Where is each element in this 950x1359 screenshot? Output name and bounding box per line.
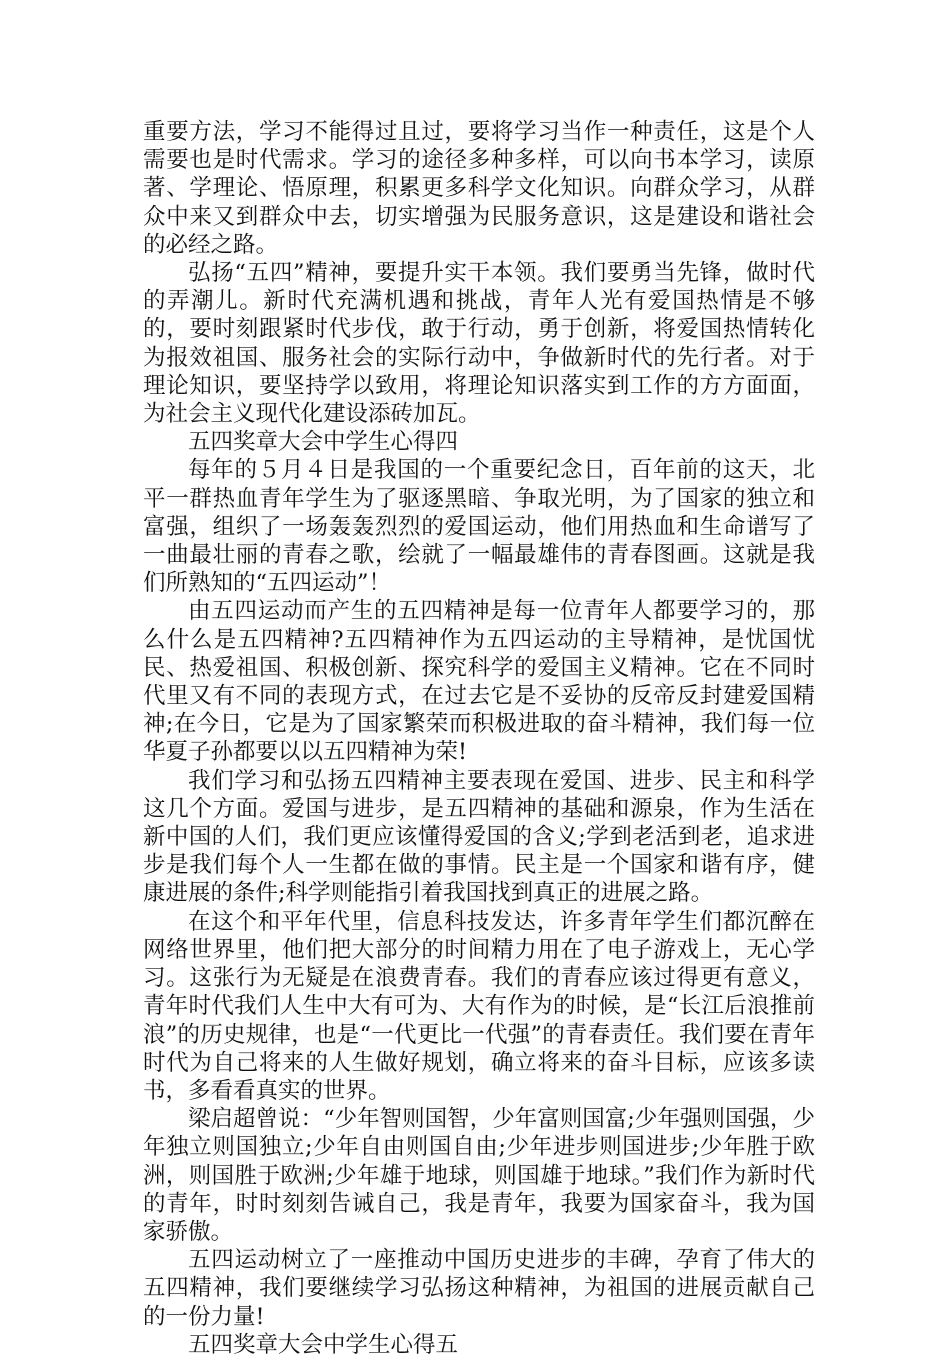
section-heading: 五四奖章大会中学生心得五	[188, 1331, 459, 1358]
paragraph: 由五四运动而产生的五四精神是每一位青年人都要学习的，那么什么是五四精神?五四精神作为五四运动的主导精神，是忧国忧民、热爱祖国、积极创新、探究科学的爱国主义精神。它在不同时代里又有不同的表现方式，在过去它是不妥协的反帝反封建爱国精神;在今日，它是为了国家繁荣而积极进取的奋斗精神，我们每一位华夏子孙都要以以五四精神为荣!	[143, 598, 815, 766]
paragraph: 每年的５月４日是我国的一个重要纪念日，百年前的这天，北平一群热血青年学生为了驱逐黑暗、争取光明，为了国家的独立和富强，组织了一场轰轰烈烈的爱国运动，他们用热血和生命谱写了一曲最壮丽的青春之歌，绘就了一幅最雄伟的青春图画。这就是我们所熟知的“五四运动”！	[143, 457, 815, 597]
section-heading: 五四奖章大会中学生心得四	[188, 429, 459, 456]
paragraph: 我们学习和弘扬五四精神主要表现在爱国、进步、民主和科学这几个方面。爱国与进步，是五四精神的基础和源泉，作为生活在新中国的人们，我们更应该懂得爱国的含义;学到老活到老，追求进步是我们每个人一生都在做的事情。民主是一个国家和谐有序，健康进展的条件;科学则能指引着我国找到真正的进展之路。	[143, 767, 815, 907]
paragraph: 梁启超曾说：“少年智则国智，少年富则国富;少年强则国强，少年独立则国独立;少年自由则国自由;少年进步则国进步;少年胜于欧洲，则国胜于欧洲;少年雄于地球，则国雄于地球。”我们作为新时代的青年，时时刻刻告诫自己，我是青年，我要为国家奋斗，我为国家骄傲。	[143, 1106, 815, 1245]
document-body	[143, 118, 815, 1359]
paragraph: 重要方法，学习不能得过且过，要将学习当作一种责任，这是个人需要也是时代需求。学习的途径多种多样，可以向书本学习，读原著、学理论、悟原理，积累更多科学文化知识。向群众学习，从群众中来又到群众中去，切实增强为民服务意识，这是建设和谐社会的必经之路。	[143, 119, 815, 258]
paragraph: 弘扬“五四”精神，要提升实干本领。我们要勇当先锋，做时代的弄潮儿。新时代充满机遇和挑战，青年人光有爱国热情是不够的，要时刻跟紧时代步伐，敢于行动，勇于创新，将爱国热情转化为报效祖国、服务社会的实际行动中，争做新时代的先行者。对于理论知识，要坚持学以致用，将理论知识落实到工作的方方面面，为社会主义现代化建设添砖加瓦。	[143, 260, 815, 428]
paragraph: 五四运动树立了一座推动中国历史进步的丰碑，孕育了伟大的五四精神，我们要继续学习弘扬这种精神，为祖国的进展贡献自己的一份力量!	[143, 1247, 815, 1330]
paragraph: 在这个和平年代里，信息科技发达，许多青年学生们都沉醉在网络世界里，他们把大部分的时间精力用在了电子游戏上，无心学习。这张行为无疑是在浪费青春。我们的青春应该过得更有意义，青年时代我们人生中大有可为、大有作为的时候，是“长江后浪推前浪”的历史规律，也是“一代更比一代强”的青春责任。我们要在青年时代为自己将来的人生做好规划，确立将来的奋斗目标，应该多读书，多看看真实的世界。	[143, 908, 815, 1104]
